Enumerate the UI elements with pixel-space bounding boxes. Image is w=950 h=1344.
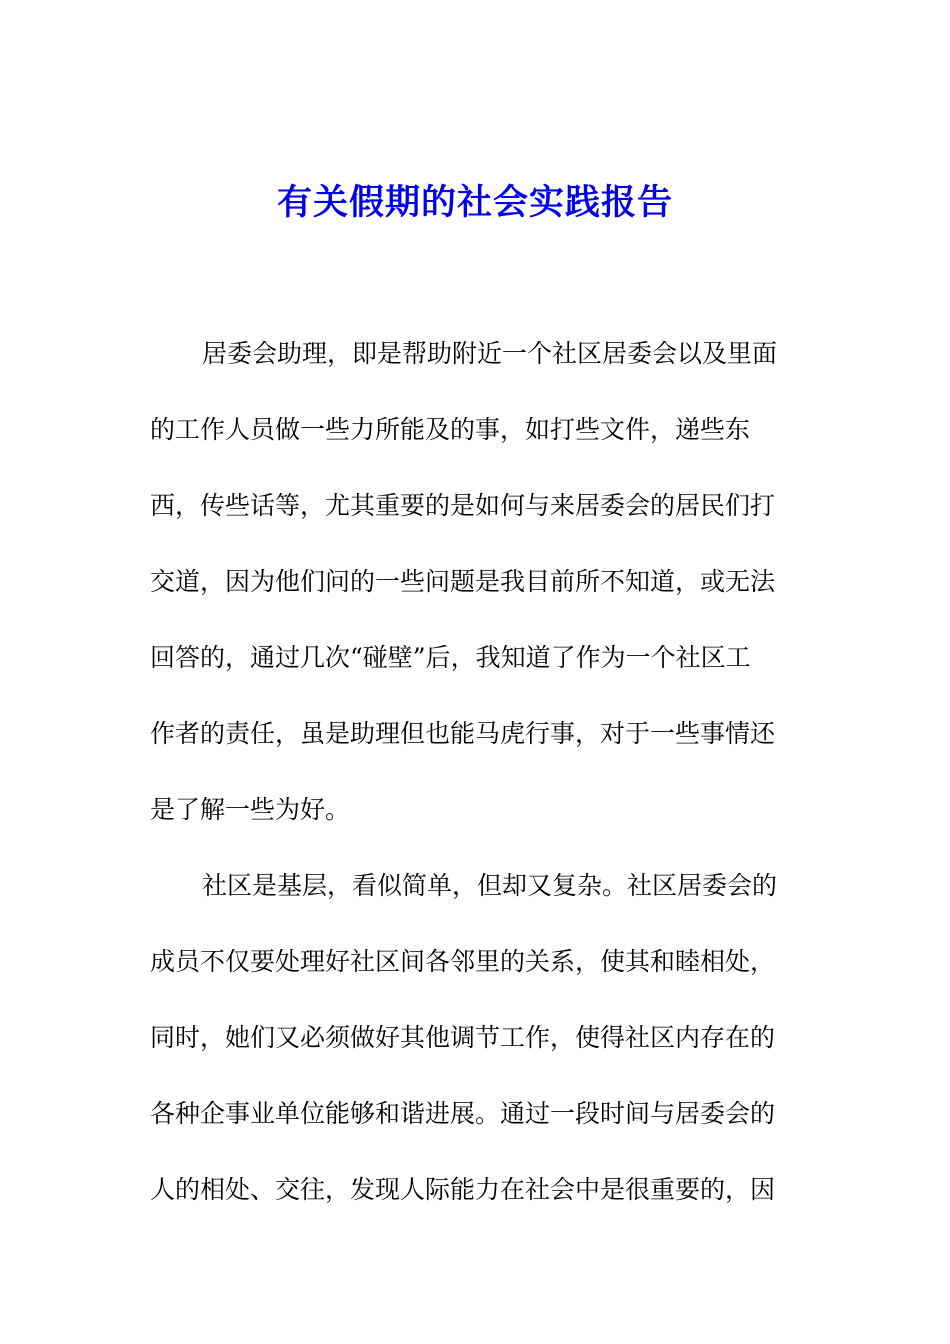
document-title: 有关假期的社会实践报告 [276,183,673,223]
paragraph-line: 居委会助理，即是帮助附近一个社区居委会以及里面 [202,339,778,368]
paragraph-line: 回答的，通过几次“碰壁”后，我知道了作为一个社区工 [150,643,751,672]
paragraph-2 [150,860,800,1240]
paragraph-line: 同时，她们又必须做好其他调节工作，使得社区内存在的 [150,1023,776,1052]
paragraph-line: 成员不仅要处理好社区间各邻里的关系，使其和睦相处， [150,947,776,976]
paragraph-1 [150,328,800,860]
paragraph-line: 各种企事业单位能够和谐进展。通过一段时间与居委会的 [150,1099,776,1128]
paragraph-line: 是了解一些为好。 [150,795,351,824]
document-body [150,328,800,1240]
paragraph-line: 西，传些话等，尤其重要的是如何与来居委会的居民们打 [150,491,776,520]
paragraph-line: 社区是基层，看似简单，但却又复杂。社区居委会的 [202,871,778,900]
paragraph-line: 交道，因为他们问的一些问题是我目前所不知道，或无法 [150,567,776,596]
paragraph-line: 作者的责任，虽是助理但也能马虎行事，对于一些事情还 [150,719,776,748]
paragraph-line: 人的相处、交往，发现人际能力在社会中是很重要的，因 [150,1175,776,1204]
paragraph-line: 的工作人员做一些力所能及的事，如打些文件，递些东 [150,415,751,444]
